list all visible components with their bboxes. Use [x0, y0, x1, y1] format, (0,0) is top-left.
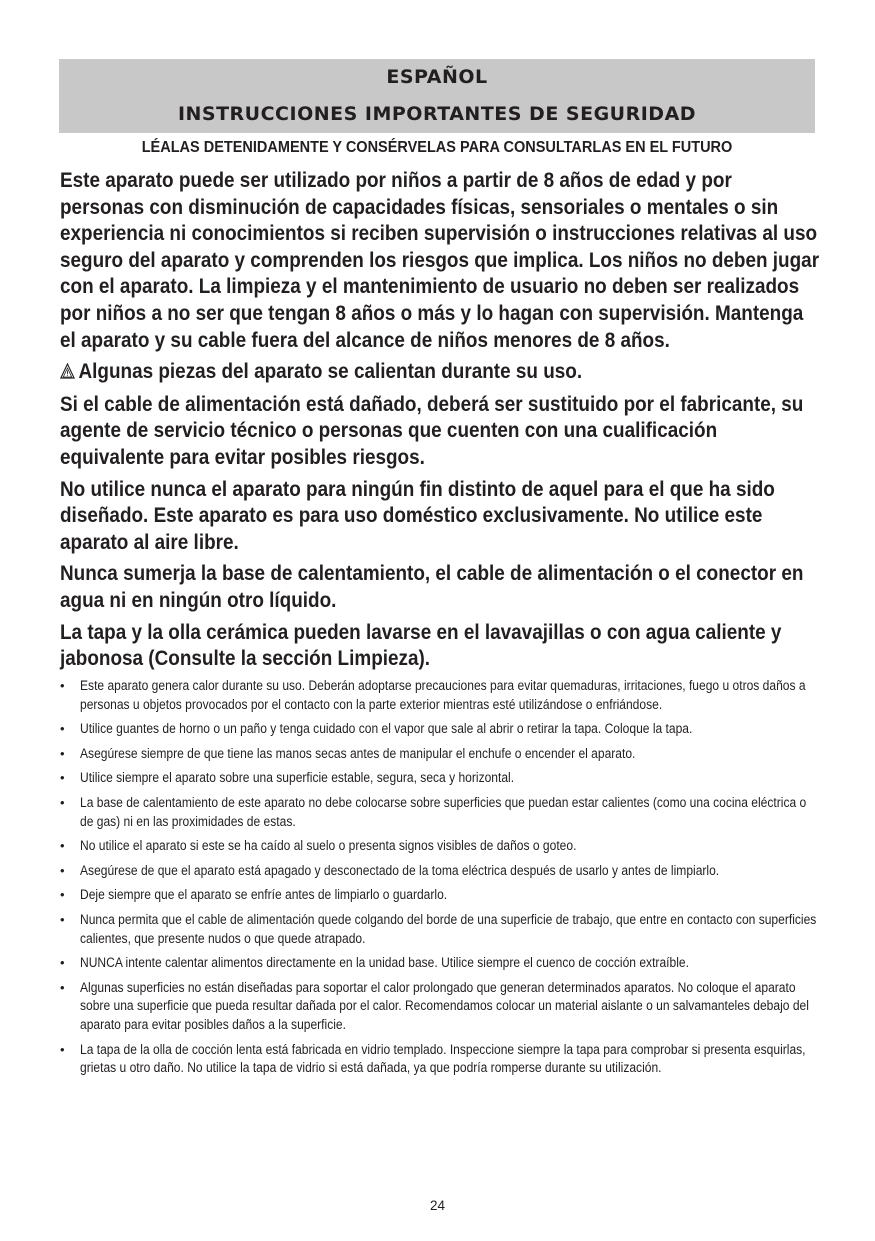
- header-band: [59, 59, 815, 133]
- list-item: • No utilice el aparato si este se ha caído al suelo o presenta signos visibles de daños o goteo.: [60, 837, 820, 856]
- list-item: • Este aparato genera calor durante su uso. Deberán adoptarse precauciones para evitar quemaduras, irritaciones, fuego u otros daños a personas u objetos provocados por el contacto con la parte exterior mientras esté utilizándose o enfriándose.: [60, 678, 806, 712]
- subtitle: LÉALAS DETENIDAMENTE Y CONSÉRVELAS PARA CONSULTARLAS EN EL FUTURO: [141, 139, 733, 156]
- bullet-icon: •: [60, 887, 65, 903]
- bold-paragraphs: [60, 167, 820, 677]
- bullet-icon: •: [60, 911, 65, 927]
- list-item: • Algunas superficies no están diseñadas para soportar el calor prolongado que generan determinados aparatos. No coloque el aparato sobre una superficie que pueda resultar dañada por el calor. Recomendamos colocar un material aislante o un salvamanteles debajo del aparato para evitar posibles daños a la superficie.: [60, 979, 809, 1032]
- paragraph-cleaning: La tapa y la olla cerámica pueden lavarse en el lavavajillas o con agua caliente y jabonosa (Consulte la sección Limpieza).: [60, 619, 782, 671]
- list-item: • Asegúrese siempre de que tiene las manos secas antes de manipular el enchufe o encender el aparato.: [60, 745, 820, 764]
- list-item: • Deje siempre que el aparato se enfríe antes de limpiarlo o guardarlo.: [60, 886, 820, 905]
- paragraph-no-immerse: Nunca sumerja la base de calentamiento, el cable de alimentación o el conector en agua ni en ningún otro líquido.: [60, 561, 804, 612]
- paragraph-hot-parts-text: Algunas piezas del aparato se calientan durante su uso.: [78, 359, 583, 384]
- bullet-icon: •: [60, 721, 65, 737]
- paragraph-hot-parts: [60, 358, 820, 386]
- bullet-icon: •: [60, 979, 65, 995]
- list-item: • Utilice siempre el aparato sobre una superficie estable, segura, seca y horizontal.: [60, 769, 820, 788]
- bullet-icon: •: [60, 1041, 65, 1057]
- bullet-icon: •: [60, 794, 65, 810]
- page-title: INSTRUCCIONES IMPORTANTES DE SEGURIDAD: [177, 103, 697, 125]
- bullet-icon: •: [60, 862, 65, 878]
- list-item: • Asegúrese de que el aparato está apagado y desconectado de la toma eléctrica después de usarlo y antes de limpiarlo.: [60, 862, 820, 881]
- bullet-icon: •: [60, 955, 65, 971]
- warning-triangle-icon: [60, 359, 75, 386]
- list-item: • Utilice guantes de horno o un paño y tenga cuidado con el vapor que sale al abrir o retirar la tapa. Coloque la tapa.: [60, 720, 820, 739]
- list-item: • NUNCA intente calentar alimentos directamente en la unidad base. Utilice siempre el cuenco de cocción extraíble.: [60, 954, 820, 973]
- bullet-icon: •: [60, 678, 65, 693]
- page-number: 24: [429, 1198, 446, 1213]
- list-item: • La tapa de la olla de cocción lenta está fabricada en vidrio templado. Inspeccione siempre la tapa para comprobar si presenta esquirlas, grietas u otro daño. No utilice la tapa de vidrio si está dañada, ya que podría romperse durante su utilización.: [60, 1041, 806, 1076]
- paragraph-intended-use: No utilice nunca el aparato para ningún fin distinto de aquel para el que ha sido diseñado. Este aparato es para uso doméstico exclusivamente. No utilice este aparato al aire libre.: [60, 476, 775, 554]
- bullet-icon: •: [60, 770, 65, 786]
- bullet-icon: •: [60, 838, 65, 854]
- language-heading: ESPAÑOL: [386, 66, 488, 88]
- paragraph-power-cable: Si el cable de alimentación está dañado, deberá ser sustituido por el fabricante, su agente de servicio técnico o personas que cuenten con una cualificación equivalente para evitar posibles riesgos.: [60, 391, 804, 469]
- bullet-icon: •: [60, 745, 65, 761]
- list-item: • La base de calentamiento de este aparato no debe colocarse sobre superficies que puedan estar calientes (como una cocina eléctrica o de gas) ni en las proximidades de estas.: [60, 794, 807, 829]
- safety-bullet-list: [60, 677, 820, 1084]
- list-item: • Nunca permita que el cable de alimentación quede colgando del borde de una superficie de trabajo, que entre en contacto con superficies calientes, que presente nudos o que quede atrapado.: [60, 911, 817, 946]
- paragraph-children-use: Este aparato puede ser utilizado por niños a partir de 8 años de edad y por personas con disminución de capacidades físicas, sensoriales o mentales o sin experiencia ni conocimientos si reciben supervisión o instrucciones relativas al uso seguro del aparato y comprenden los riesgos que implica. Los niños no deben jugar con el aparato. La limpieza y el mantenimiento de usuario no deben ser realizados por niños a no ser que tengan 8 años o más y lo hagan con supervisión. Mantenga el aparato y su cable fuera del alcance de niños menores de 8 años.: [60, 168, 820, 352]
